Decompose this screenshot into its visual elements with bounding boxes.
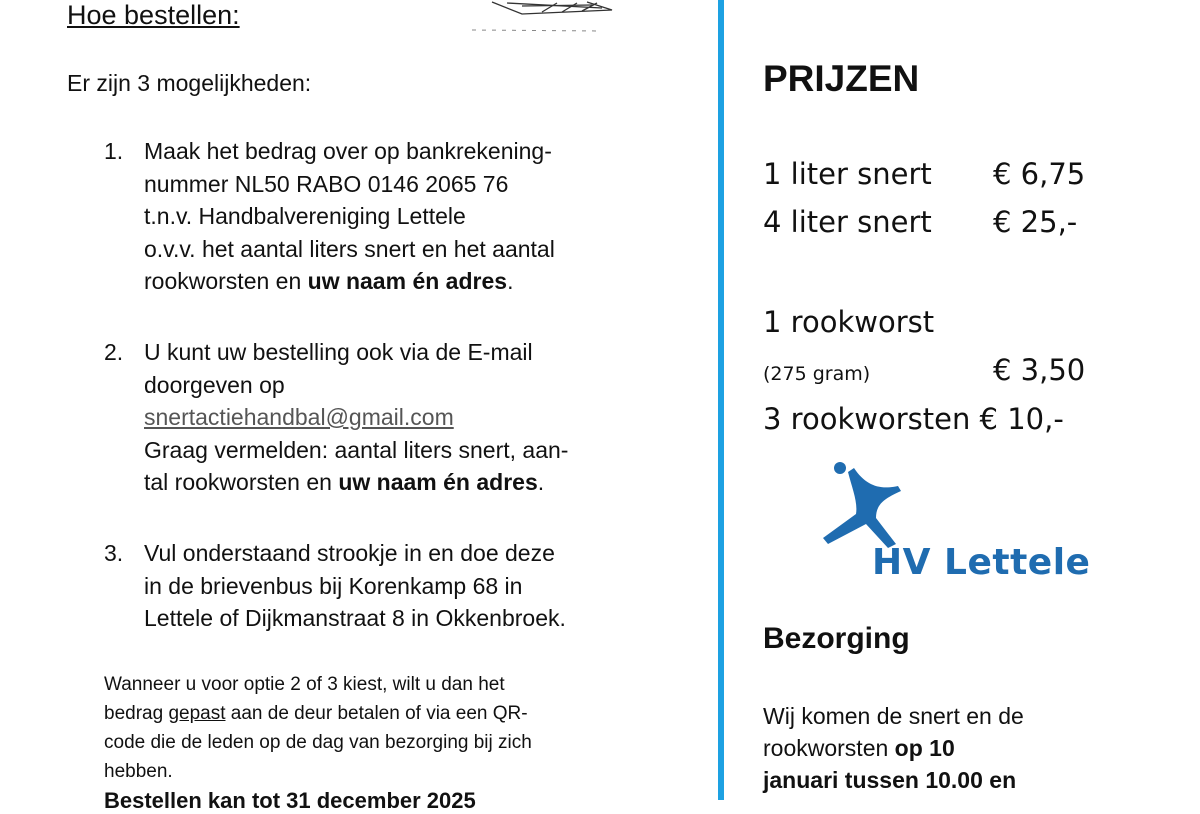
price-item: 3 rookworsten € 10,- [763, 402, 1064, 436]
price-amount: € 3,50 [993, 353, 1086, 387]
option-line: rookworsten en uw naam én adres. [144, 268, 514, 294]
handball-player-icon [818, 458, 918, 553]
option-number: 2. [104, 339, 124, 365]
club-logo-text: HV Lettele [872, 542, 1091, 583]
option-line: o.v.v. het aantal liters snert en het aantal [144, 235, 555, 262]
option-line: Vul onderstaand strookje in en doe deze [144, 540, 555, 566]
option-line: Lettele of Dijkmanstraat 8 in Okkenbroek. [144, 605, 566, 631]
price-item: 4 liter snert [763, 205, 932, 239]
email-link[interactable]: snertactiehandbal@gmail.com [144, 404, 454, 430]
option-line: in de brievenbus bij Korenkamp 68 in [144, 572, 523, 599]
price-amount: € 6,75 [993, 157, 1086, 191]
option-line: nummer NL50 RABO 0146 2065 76 [144, 170, 509, 197]
delivery-title: Bezorging [763, 622, 910, 655]
price-weight: (275 gram) [763, 363, 871, 385]
sketch-illustration-icon [462, 0, 632, 34]
option-line: Graag vermelden: aantal liters snert, aan- [144, 436, 569, 463]
price-item: 1 rookworst [763, 305, 935, 339]
option-line: U kunt uw bestelling ook via de E-mail [144, 339, 533, 365]
price-amount: € 25,- [993, 205, 1078, 239]
option-line: tal rookworsten en uw naam én adres. [144, 469, 545, 495]
option-line: Maak het bedrag over op bankrekening- [144, 138, 552, 164]
intro-text: Er zijn 3 mogelijkheden: [67, 70, 312, 96]
option-number: 1. [104, 138, 124, 164]
price-item: 1 liter snert [763, 157, 932, 191]
option-line: t.n.v. Handbalvereniging Lettele [144, 203, 466, 229]
page-heading: Hoe bestellen: [67, 0, 240, 30]
delivery-text: Wij komen de snert en de rookworsten op 10 januari tussen 10.00 en [763, 703, 1024, 793]
option-line: doorgeven op [144, 371, 285, 398]
payment-note: Wanneer u voor optie 2 of 3 kiest, wilt u dan het bedrag gepast aan de deur betalen of via een QR- code die de leden op de dag van bezorging bij zich hebben. [104, 674, 532, 782]
order-deadline: Bestellen kan tot 31 december 2025 [104, 788, 476, 813]
prices-title: PRIJZEN [763, 58, 920, 99]
column-divider [718, 0, 724, 800]
option-number: 3. [104, 540, 124, 566]
